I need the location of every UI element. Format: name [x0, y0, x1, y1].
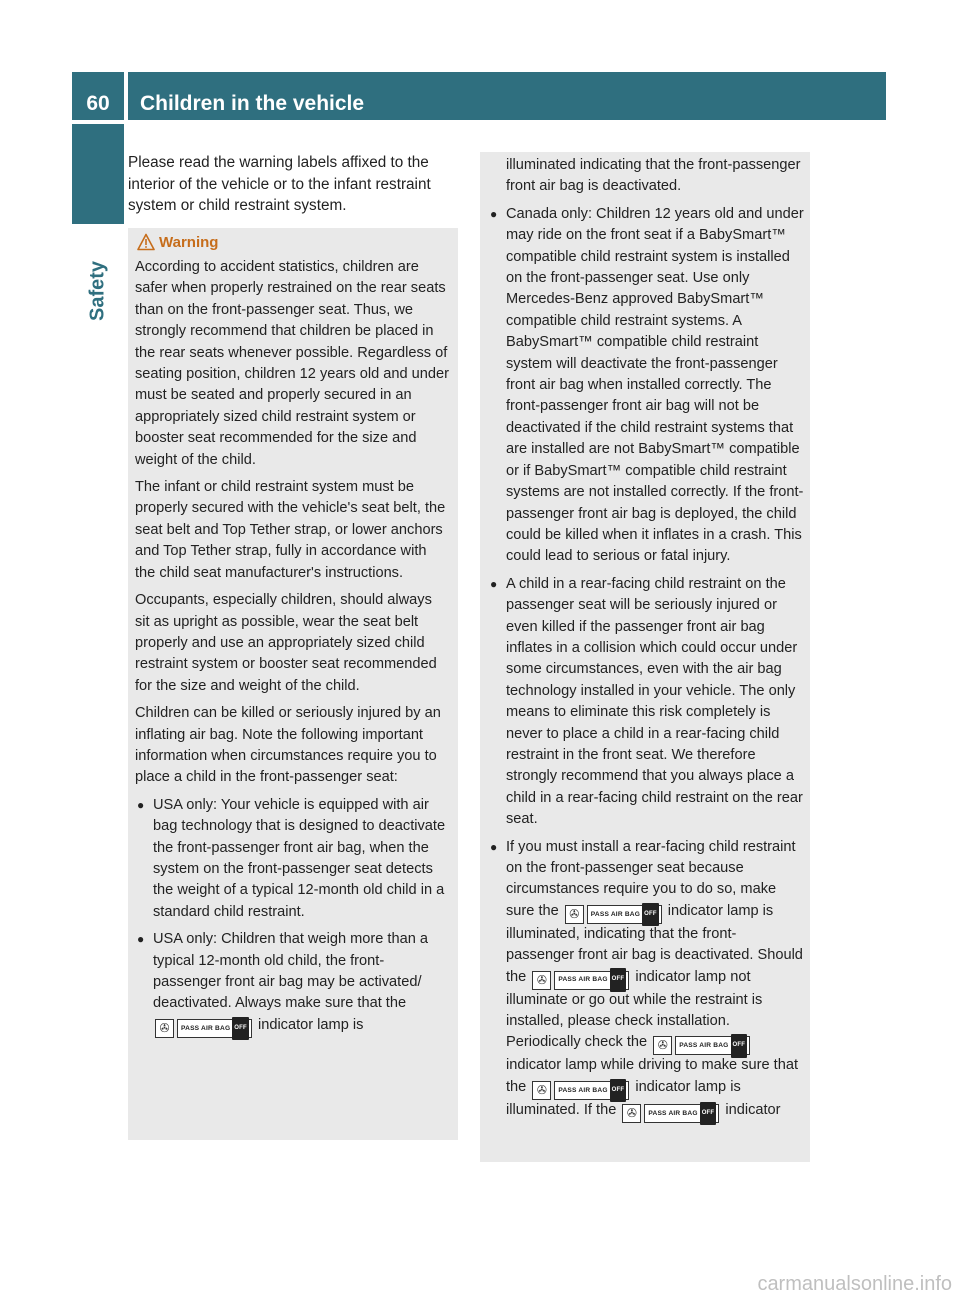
warning-heading-text: Warning: [159, 234, 219, 251]
pass-air-bag-off-indicator: [532, 1081, 629, 1100]
warning-paragraph: According to accident statistics, children are safer when properly restrained on the rear seats than on the front-passenger seat. Thus, we strongly recommend that children be placed in the rear seats whenever possible. Regardless of seating position, children 12 years old and under must be seated and properly secured in an appropriately sized child restraint system or booster seat recommended for the size and weight of the child.: [135, 259, 449, 468]
pass-air-bag-off-indicator: [653, 1036, 750, 1055]
child-seat-icon: ✇: [565, 905, 584, 924]
child-seat-icon: ✇: [653, 1036, 672, 1055]
warning-heading: [135, 230, 450, 256]
page-number: 60: [72, 72, 124, 120]
pass-air-bag-label-icon: PASS AIR BAG OFF: [177, 1019, 252, 1038]
pass-air-bag-off-indicator: [532, 971, 629, 990]
warning-paragraph: Occupants, especially children, should always sit as upright as possible, wear the seat belt properly and use an appropriately sized child restraint system or booster seat recommended for the size and weight of the child.: [135, 592, 437, 694]
pass-air-bag-label-icon: PASS AIR BAG OFF: [587, 905, 662, 924]
watermark: carmanualsonline.info: [757, 1273, 952, 1295]
pass-air-bag-off-indicator: [155, 1019, 252, 1038]
bullet-continuation: illuminated indicating that the front-passenger front air bag is deactivated.: [506, 157, 801, 195]
bullet-item: ● Canada only: Children 12 years old and under may ride on the front seat if a BabySmart™ compatible child restraint system is installed on the front-passenger seat. Use only Mercedes-Benz approved BabySmart™ compatible child restraint systems. A BabySmart™ compatible child restraint system will deactivate the front-passenger front air bag when installed correctly. The front-passenger front air bag will not be deactivated if the child restraint systems that are installed are not BabySmart™ compatible or if BabySmart™ compatible child restraint systems are not installed correctly. If the front-passenger front air bag is deployed, the child could be killed when it inflates in a crash. This could lead to serious or fatal injury.: [490, 205, 804, 565]
section-label: Safety: [86, 260, 109, 322]
intro-paragraph: Please read the warning labels affixed to the interior of the vehicle or to the infant restraint system or child restraint system.: [128, 154, 431, 214]
pass-air-bag-label-icon: PASS AIR BAG OFF: [644, 1104, 719, 1123]
pass-air-bag-label-icon: PASS AIR BAG OFF: [675, 1036, 750, 1055]
bullet-item: ● USA only: Your vehicle is equipped with air bag technology that is designed to deactivate the front-passenger front air bag, when the system on the front-passenger seat detects the weight of a typical 12-month old child in a standard child restraint.: [137, 796, 446, 920]
warning-box-right: [480, 152, 810, 1162]
pass-air-bag-off-indicator: [565, 905, 662, 924]
child-seat-icon: ✇: [532, 1081, 551, 1100]
pass-air-bag-label-icon: PASS AIR BAG OFF: [554, 1081, 629, 1100]
warning-paragraph: The infant or child restraint system must be properly secured with the vehicle's seat belt, the seat belt and Top Tether strap, or lower anchors and Top Tether strap, fully in accordance with the child seat manufacturer's instructions.: [135, 479, 446, 581]
bullet-item: ● A child in a rear-facing child restraint on the passenger seat will be seriously injured or even killed if the passenger front air bag inflates in a collision which could occur under some circumstances, even with the air bag technology installed in your vehicle. The only means to eliminate this risk completely is never to place a child in a rear-facing child restraint in the front seat. We therefore strongly recommend that you always place a child in a rear-facing child restraint on the rear seat.: [490, 575, 803, 828]
pass-air-bag-off-indicator: [622, 1104, 719, 1123]
warning-triangle-icon: [137, 233, 155, 251]
section-tab: [72, 226, 124, 356]
section-marker: [72, 124, 124, 224]
warning-box-left: [128, 228, 458, 1140]
warning-paragraph: Children can be killed or seriously injured by an inflating air bag. Note the following important information when circumstances require you to place a child in the front-passenger seat:: [135, 705, 441, 786]
bullet-item: ● USA only: Children that weigh more than a typical 12-month old child, the front-passenger front air bag may be activated/ deactivated. Always make sure that the ✇ PASS AIR BAG OFF indicator lamp is: [135, 929, 450, 1038]
child-seat-icon: ✇: [532, 971, 551, 990]
bullet-item: ● If you must install a rear-facing child restraint on the front-passenger seat because circumstances require you to do so, make sure the ✇ PASS AIR BAG OFF indicator lamp is illuminated, indicating that the front-passenger front air bag is deactivated. Should the ✇ PASS AIR BAG OFF indicator lamp not illuminate or go out while the restraint is installed, please check installation. Periodically check the ✇ PASS AIR BAG OFF indicator lamp while driving to make sure that the ✇ PASS AIR BAG OFF indicator lamp is illuminated. If the ✇ PASS AIR BAG OFF indicator: [488, 837, 804, 1123]
page-title: Children in the vehicle: [128, 72, 886, 120]
child-seat-icon: ✇: [622, 1104, 641, 1123]
child-seat-icon: ✇: [155, 1019, 174, 1038]
pass-air-bag-label-icon: PASS AIR BAG OFF: [554, 971, 629, 990]
